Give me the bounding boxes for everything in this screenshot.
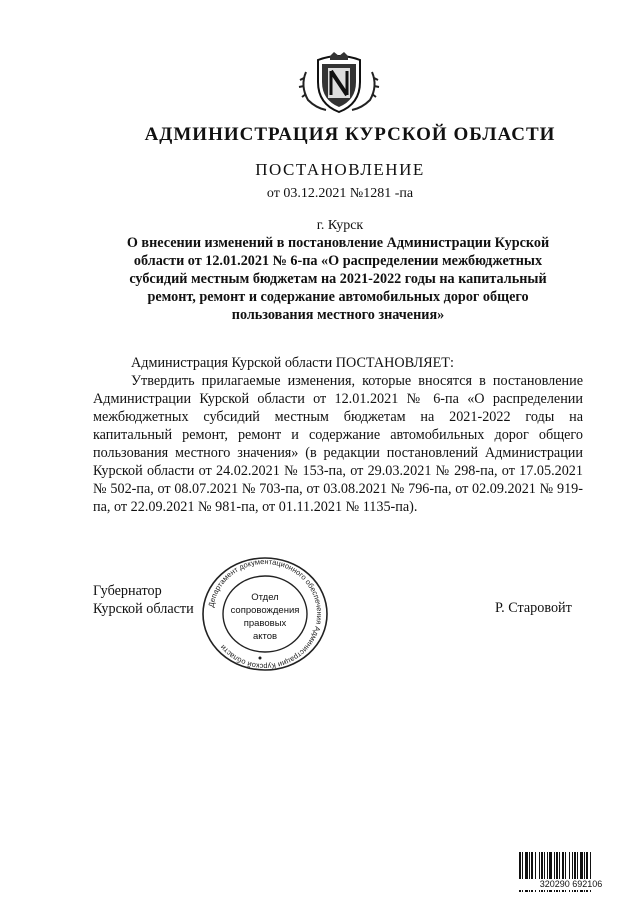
signatory-title-line: Губернатор (93, 583, 162, 599)
subject-line: пользования местного значения» (231, 307, 445, 323)
organization-title: АДМИНИСТРАЦИЯ КУРСКОЙ ОБЛАСТИ (144, 124, 556, 145)
signatory-title-line: Курской области (93, 601, 194, 617)
subject-line: области от 12.01.2021 № 6-па «О распределении межбюджетных (133, 253, 543, 269)
barcode-number: 320290 692106 (518, 879, 624, 890)
official-stamp (200, 556, 330, 672)
document-city: г. Курск (316, 218, 364, 233)
document-subject (108, 234, 568, 324)
document-number: от 03.12.2021 №1281 -па (266, 186, 414, 201)
document-body (93, 354, 583, 516)
stamp-center-line: сопровождения (230, 605, 300, 616)
coat-of-arms-emblem (296, 52, 382, 116)
subject-line: О внесении изменений в постановление Администрации Курской (126, 235, 550, 251)
stamp-center-line: Отдел (251, 592, 279, 603)
subject-line: субсидий местным бюджетам на 2021-2022 годы на капитальный (129, 271, 547, 287)
document-type: ПОСТАНОВЛЕНИЕ (255, 160, 425, 179)
stamp-center-line: правовых (243, 618, 287, 629)
stamp-ring-text: Департамент документационного обеспечения Администрации Курской области (206, 556, 325, 672)
decree-intro: Администрация Курской области ПОСТАНОВЛЯЕТ: (131, 355, 454, 371)
signatory-title (93, 582, 194, 618)
decree-text: Утвердить прилагаемые изменения, которые вносятся в постановление Администрации Курской области от 12.01.2021 № 6-па «О распределении межбюджетных субсидий местным бюджетам на 2021-2022 годы на капитальный ремонт, ремонт и содержание автомобильных дорог общего пользования местного значения» (в редакции постановлений Администрации Курской области от 24.02.2021 № 153-па, от 29.03.2021 № 298-па, от 17.05.2021 № 502-па, от 08.07.2021 № 703-па, от 03.08.2021 № 796-па, от 02.09.2021 № 919-па, от 22.09.2021 № 981-па, от 01.11.2021 № 1135-па). (93, 373, 583, 515)
stamp-center-line: актов (252, 631, 278, 642)
signatory-name: Р. Старовойт (495, 600, 572, 616)
subject-line: ремонт, ремонт и содержание автомобильных дорог общего (147, 289, 529, 305)
